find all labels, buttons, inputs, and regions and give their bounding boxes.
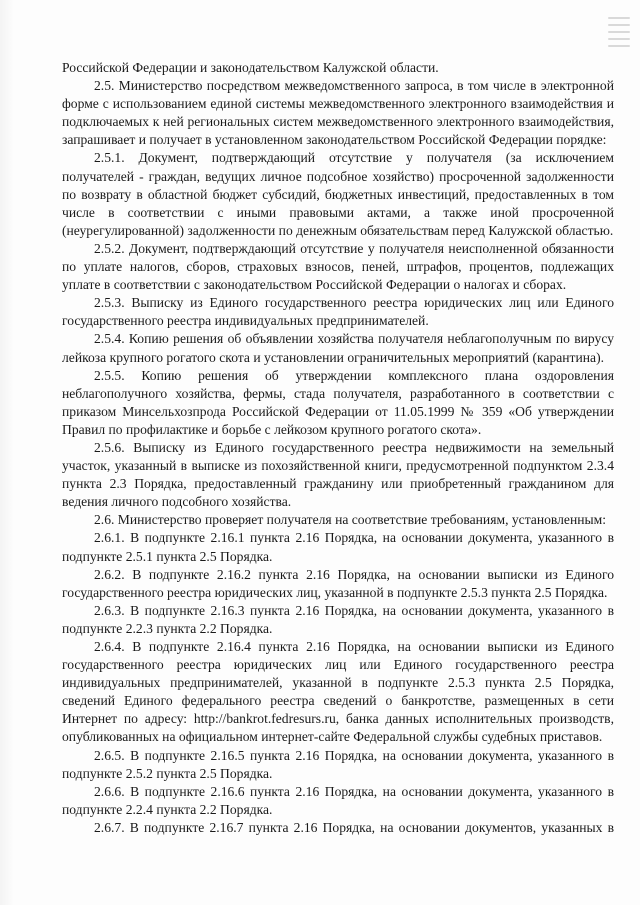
document-body: [62, 59, 614, 837]
paragraph-2-6-7: 2.6.7. В подпункте 2.16.7 пункта 2.16 Порядка, на основании документов, указанных в: [94, 819, 614, 835]
paragraph-2-6-1: 2.6.1. В подпункте 2.16.1 пункта 2.16 Порядка, на основании документа, указанного в подпункте 2.5.1 пункта 2.5 Порядка.: [62, 530, 614, 564]
paragraph-2-5-4: 2.5.4. Копию решения об объявлении хозяйства получателя неблагополучным по вирусу лейкоза крупного рогатого скота и установлении ограничительных мероприятий (карантина).: [62, 331, 614, 365]
paragraph-2-6-6: 2.6.6. В подпункте 2.16.6 пункта 2.16 Порядка, на основании документа, указанного в подпункте 2.2.4 пункта 2.2 Порядка.: [62, 783, 614, 817]
paragraph-2-5-6: 2.5.6. Выписку из Единого государственного реестра недвижимости на земельный участок, указанный в выписке из похозяйственной книги, предусмотренной подпунктом 2.3.4 пункта 2.3 Порядка, предоставленный гражданину или приобретенный гражданином для ведения личного подсобного хозяйства.: [62, 439, 614, 510]
paragraph-2-5-2: 2.5.2. Документ, подтверждающий отсутствие у получателя неисполненной обязанности по уплате налогов, сборов, страховых взносов, пеней, штрафов, процентов, подлежащих уплате в соответствии с законодательством Российской Федерации о налогах и сборах.: [62, 240, 614, 293]
paragraph-2-5-5: 2.5.5. Копию решения об утверждении комплексного плана оздоровления неблагополучного хозяйства, фермы, стада получателя, разработанного в соответствии с приказом Минсельхозпрода Российской Федерации от 11.05.1999 № 359 «Об утверждении Правил по профилактике и борьбе с лейкозом крупного рогатого скота».: [62, 367, 614, 437]
paragraph-2-6: 2.6. Министерство проверяет получателя на соответствие требованиям, установленным:: [94, 512, 607, 528]
paragraph-continuation: Российской Федерации и законодательством Калужской области.: [62, 60, 439, 75]
paragraph-2-5-3: 2.5.3. Выписку из Единого государственного реестра юридических лиц или Единого государственного реестра индивидуальных предпринимателей.: [62, 295, 614, 329]
paragraph-2-5: 2.5. Министерство посредством межведомственного запроса, в том числе в электронной форме с использованием единой системы межведомственного электронного взаимодействия и подключаемых к ней региональных систем межведомственного электронного взаимодействия, запрашивает и получает в установленном законодательством Российской Федерации порядке:: [62, 78, 614, 148]
paragraph-2-6-2: 2.6.2. В подпункте 2.16.2 пункта 2.16 Порядка, на основании выписки из Единого государственного реестра юридических лиц, указанной в подпункте 2.5.3 пункта 2.5 Порядка.: [62, 566, 614, 600]
paragraph-2-6-5: 2.6.5. В подпункте 2.16.5 пункта 2.16 Порядка, на основании документа, указанного в подпункте 2.5.2 пункта 2.5 Порядка.: [62, 747, 614, 781]
paragraph-2-6-4: 2.6.4. В подпункте 2.16.4 пункта 2.16 Порядка, на основании выписки из Единого государственного реестра юридических лиц или Единого государственного реестра индивидуальных предпринимателей, указанной в подпункте 2.5.3 пункта 2.5 Порядка, сведений Единого федерального реестра сведений о банкротстве, размещенных в сети Интернет по адресу: http://bankrot.fedresurs.ru, банка данных исполнительных производств, опубликованных на официальном интернет-сайте Федеральной службы судебных приставов.: [62, 639, 614, 745]
scan-edge-shadow: [0, 0, 14, 905]
paragraph-2-5-1: 2.5.1. Документ, подтверждающий отсутствие у получателя (за исключением получателей - граждан, ведущих личное подсобное хозяйство) просроченной задолженности по возврату в областной бюджет субсидий, бюджетных инвестиций, предоставленных в том числе в соответствии с иными правовыми актами, а также иной просроченной (неурегулированной) задолженности по денежным обязательствам перед Калужской областью.: [62, 150, 614, 238]
paragraph-2-6-3: 2.6.3. В подпункте 2.16.3 пункта 2.16 Порядка, на основании документа, указанного в подпункте 2.2.3 пункта 2.2 Порядка.: [62, 602, 614, 636]
